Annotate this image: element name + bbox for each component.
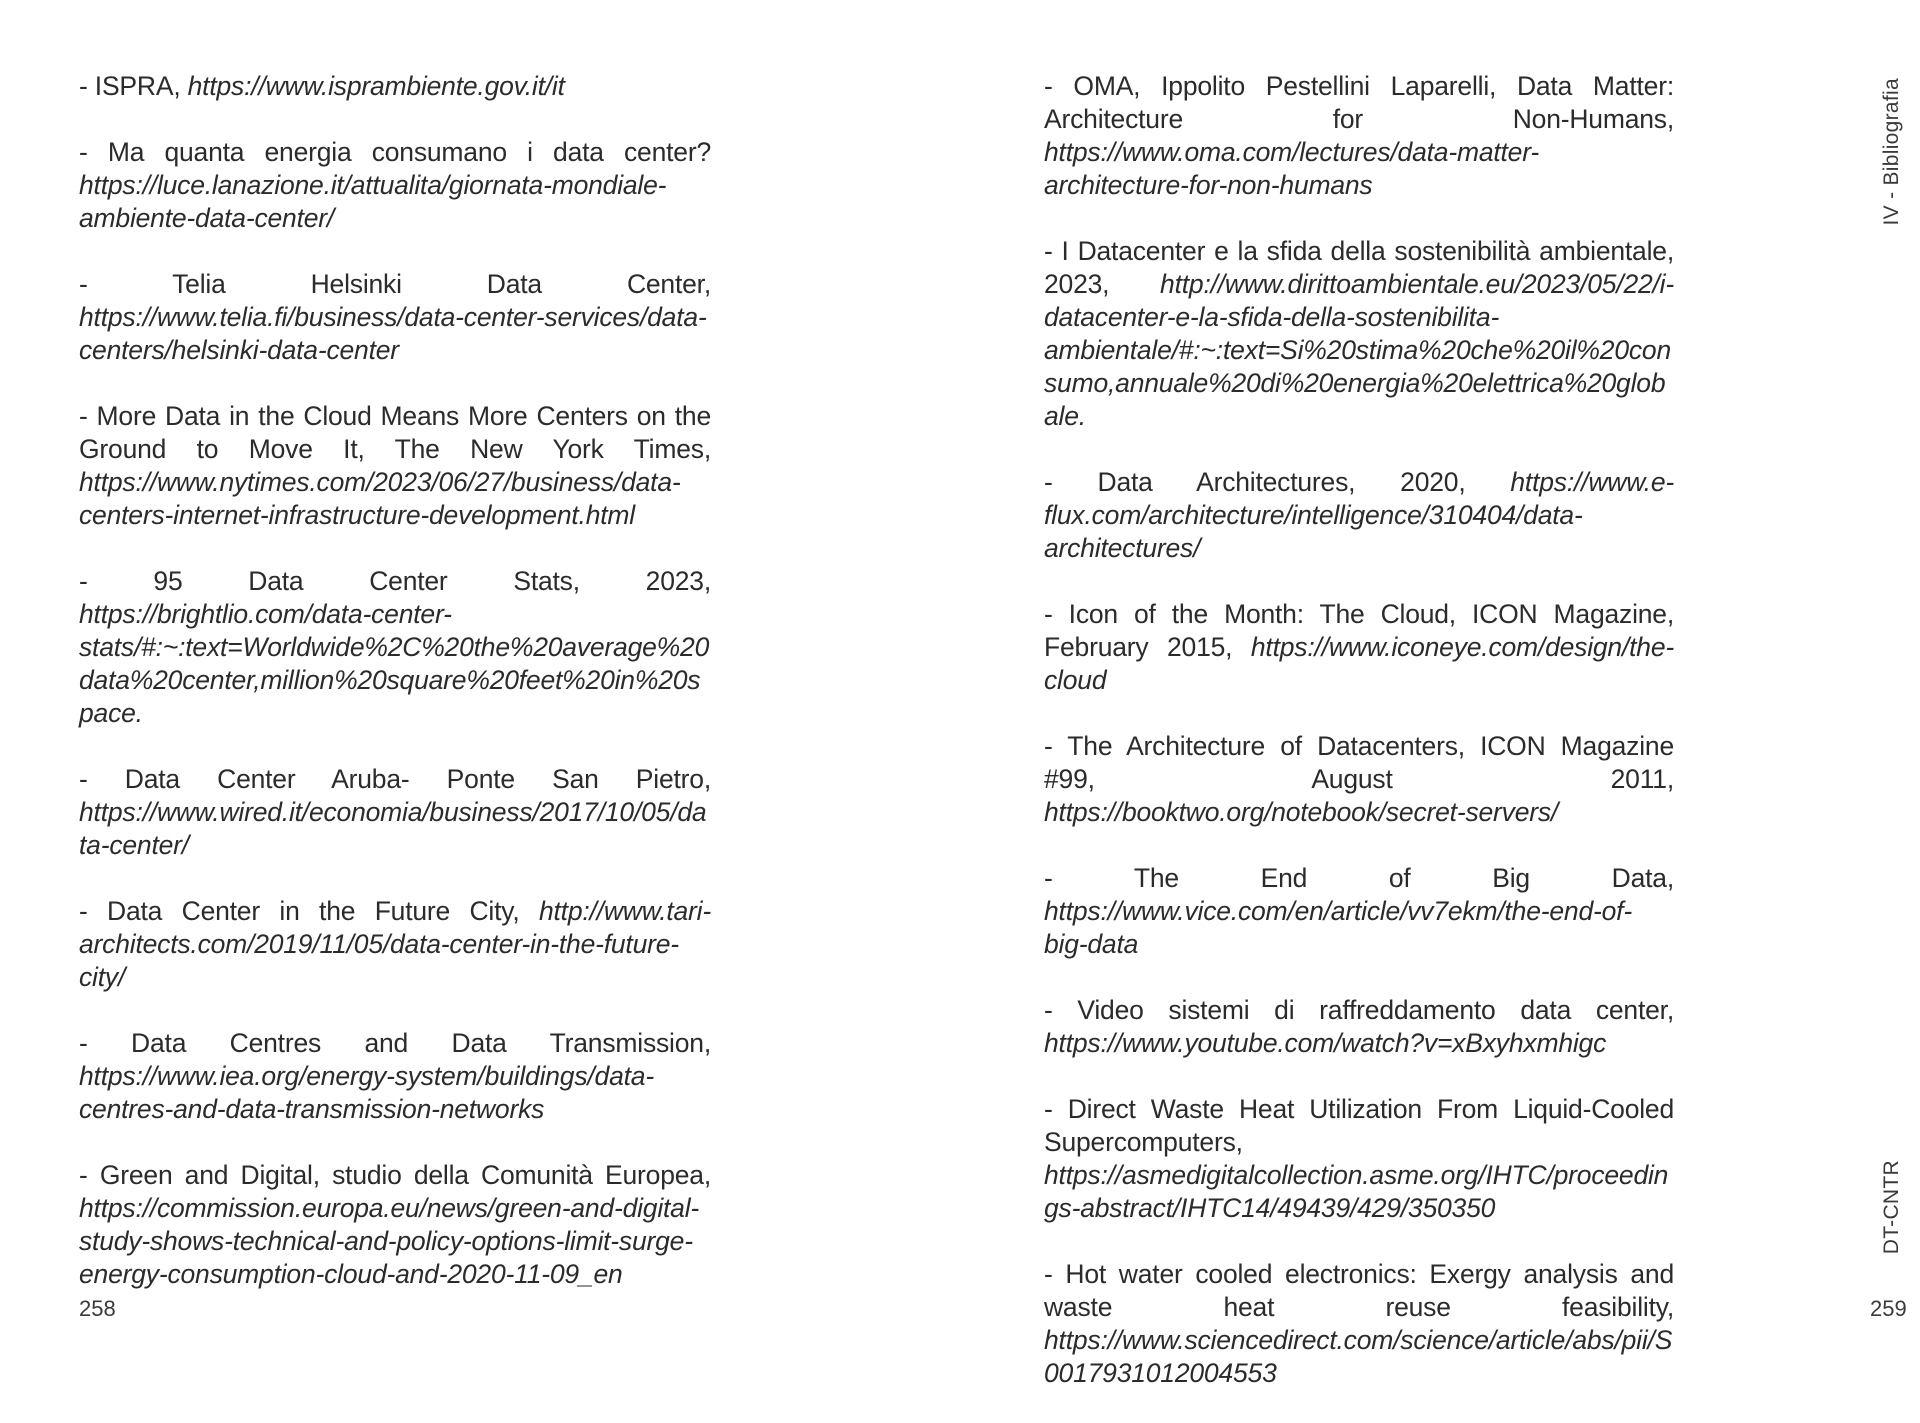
entry-url: https://www.nytimes.com/2023/06/27/business/data-centers-internet-infrastructure-development.html bbox=[79, 467, 681, 530]
entry-url: http://www.tari-architects.com/2019/11/05/data-center-in-the-future-city/ bbox=[79, 896, 711, 992]
entry-text: - Icon of the Month: The Cloud, ICON Magazine, February 2015, bbox=[1044, 599, 1674, 662]
entry-text: - Ma quanta energia consumano i data center? bbox=[79, 137, 711, 167]
entry-text: - Direct Waste Heat Utilization From Liquid-Cooled Supercomputers, bbox=[1044, 1094, 1674, 1157]
entry-url: https://www.youtube.com/watch?v=xBxyhxmhigc bbox=[1044, 1028, 1607, 1058]
bibliography-entry bbox=[1044, 466, 1674, 565]
entry-text: - Data Centres and Data Transmission, bbox=[79, 1028, 711, 1058]
entry-text: - OMA, Ippolito Pestellini Laparelli, Data Matter: Architecture for Non-Humans, bbox=[1044, 71, 1674, 134]
entry-url: http://www.dirittoambientale.eu/2023/05/22/i-datacenter-e-la-sfida-della-sostenibilita-ambientale/#:~:text=Si%20stima%20che%20il%20consumo,annuale%20di%20energia%20elettrica%20globale. bbox=[1044, 269, 1674, 431]
bibliography-entry bbox=[79, 565, 711, 730]
bibliography-entry bbox=[1044, 1258, 1674, 1390]
bibliography-entry bbox=[79, 763, 711, 862]
entry-url: https://brightlio.com/data-center-stats/#:~:text=Worldwide%2C%20the%20average%20data%20center,million%20square%20feet%20in%20space. bbox=[79, 599, 710, 728]
bibliography-entry bbox=[1044, 730, 1674, 829]
entry-url: https://booktwo.org/notebook/secret-servers/ bbox=[1044, 797, 1559, 827]
entry-url: https://luce.lanazione.it/attualita/giornata-mondiale-ambiente-data-center/ bbox=[79, 170, 667, 233]
entry-url: https://www.isprambiente.gov.it/it bbox=[187, 71, 565, 101]
entry-url: https://www.iea.org/energy-system/buildings/data-centres-and-data-transmission-networks bbox=[79, 1061, 654, 1124]
entry-url: https://www.wired.it/economia/business/2017/10/05/data-center/ bbox=[79, 797, 707, 860]
entry-text: - Video sistemi di raffreddamento data center, bbox=[1044, 995, 1674, 1025]
bibliography-entry bbox=[79, 268, 711, 367]
document-code-side-label: DT-CNTR bbox=[1880, 1160, 1903, 1255]
entry-text: - Hot water cooled electronics: Exergy analysis and waste heat reuse feasibility, bbox=[1044, 1259, 1674, 1322]
entry-text: - Telia Helsinki Data Center, bbox=[79, 269, 711, 299]
page-number-left: 258 bbox=[79, 1296, 116, 1321]
entry-text: - 95 Data Center Stats, 2023, bbox=[79, 566, 711, 596]
bibliography-entry bbox=[79, 1159, 711, 1291]
entry-url: https://www.oma.com/lectures/data-matter-architecture-for-non-humans bbox=[1044, 137, 1539, 200]
entry-url: https://asmedigitalcollection.asme.org/IHTC/proceedings-abstract/IHTC14/49439/429/350350 bbox=[1044, 1160, 1669, 1223]
bibliography-entry bbox=[79, 70, 711, 103]
entry-text: - More Data in the Cloud Means More Centers on the Ground to Move It, The New York Times, bbox=[79, 401, 711, 464]
entry-url: https://commission.europa.eu/news/green-and-digital-study-shows-technical-and-policy-options-limit-surge-energy-consumption-cloud-and-2020-11-09_en bbox=[79, 1193, 700, 1289]
entry-url: https://www.iconeye.com/design/the-cloud bbox=[1044, 632, 1674, 695]
entry-text: - I Datacenter e la sfida della sostenibilità ambientale, 2023, bbox=[1044, 236, 1674, 299]
section-side-label: IV - Bibliografia bbox=[1880, 78, 1903, 226]
bibliography-entry bbox=[1044, 235, 1674, 433]
bibliography-entry bbox=[1044, 1093, 1674, 1225]
bibliography-entry bbox=[1044, 862, 1674, 961]
entry-url: https://www.sciencedirect.com/science/article/abs/pii/S0017931012004553 bbox=[1044, 1325, 1673, 1388]
entry-text: - Data Center Aruba- Ponte San Pietro, bbox=[79, 764, 711, 794]
entry-text: - Green and Digital, studio della Comunità Europea, bbox=[79, 1160, 711, 1190]
entry-url: https://www.vice.com/en/article/vv7ekm/the-end-of-big-data bbox=[1044, 896, 1632, 959]
bibliography-entry bbox=[1044, 994, 1674, 1060]
bibliography-entry bbox=[1044, 598, 1674, 697]
left-page-bibliography bbox=[79, 70, 711, 1324]
entry-text: - Data Architectures, 2020, bbox=[1044, 467, 1511, 497]
bibliography-entry bbox=[79, 1027, 711, 1126]
bibliography-entry bbox=[79, 136, 711, 235]
bibliography-entry bbox=[79, 895, 711, 994]
entry-url: https://www.e-flux.com/architecture/intelligence/310404/data-architectures/ bbox=[1044, 467, 1674, 563]
bibliography-entry bbox=[79, 400, 711, 532]
entry-url: https://www.telia.fi/business/data-center-services/data-centers/helsinki-data-center bbox=[79, 302, 707, 365]
entry-text: - Data Center in the Future City, bbox=[79, 896, 539, 926]
page-number-right: 259 bbox=[1870, 1296, 1907, 1321]
entry-text: - ISPRA, bbox=[79, 71, 188, 101]
bibliography-entry bbox=[1044, 70, 1674, 202]
right-page-bibliography bbox=[1044, 70, 1674, 1423]
entry-text: - The Architecture of Datacenters, ICON Magazine #99, August 2011, bbox=[1044, 731, 1674, 794]
entry-text: - The End of Big Data, bbox=[1044, 863, 1674, 893]
